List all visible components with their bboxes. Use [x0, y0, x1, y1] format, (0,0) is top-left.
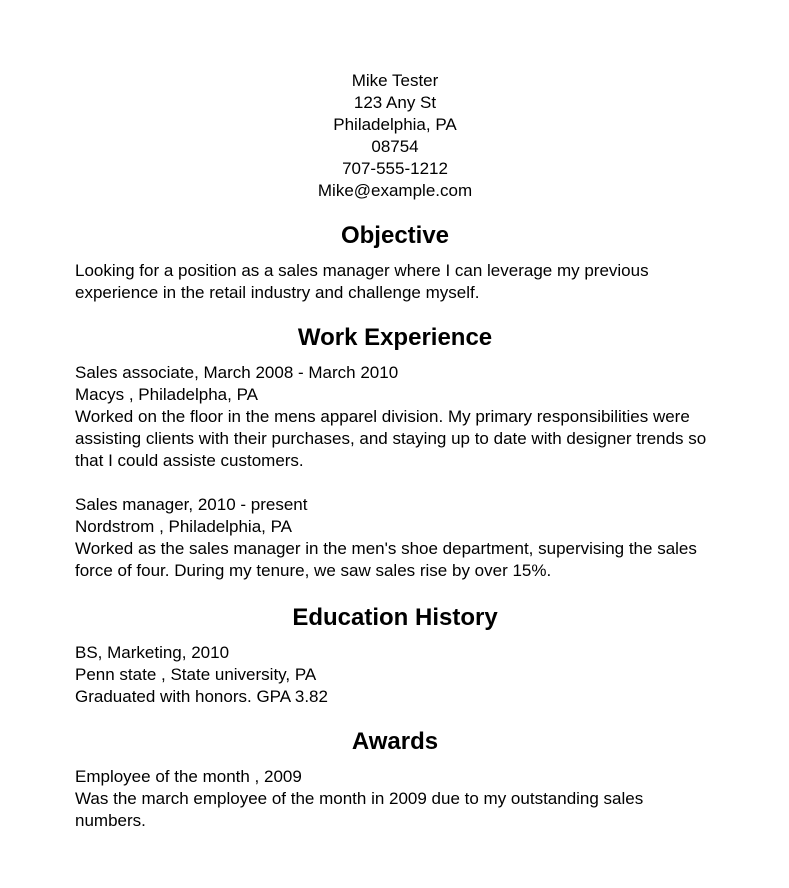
job-title-dates: Sales associate, March 2008 - March 2010	[75, 363, 399, 382]
objective-text: Looking for a position as a sales manager where I can leverage my previous experience in the retail industry and challenge myself.	[75, 261, 649, 302]
job-company-location: Nordstrom , Philadelphia, PA	[75, 517, 293, 536]
section-heading-objective: Objective	[340, 222, 450, 249]
job-entry	[75, 362, 715, 472]
contact-street: 123 Any St	[353, 93, 437, 112]
award-entry	[75, 766, 715, 832]
award-description: Was the march employee of the month in 2009 due to my outstanding sales numbers.	[75, 789, 644, 830]
contact-block	[75, 70, 715, 202]
section-heading-education: Education History	[292, 604, 498, 631]
job-description: Worked as the sales manager in the men's shoe department, supervising the sales force of four. During my tenure, we saw sales rise by over 15%.	[75, 539, 697, 580]
education-honors: Graduated with honors. GPA 3.82	[75, 687, 328, 706]
contact-city-state: Philadelphia, PA	[333, 115, 457, 134]
job-description: Worked on the floor in the mens apparel division. My primary responsibilities were assisting clients with their purchases, and staying up to date with designer trends so that I could assiste customers.	[75, 407, 707, 470]
contact-phone: 707-555-1212	[342, 159, 448, 178]
contact-zip: 08754	[371, 137, 419, 156]
education-degree: BS, Marketing, 2010	[75, 643, 230, 662]
job-company-location: Macys , Philadelpha, PA	[75, 385, 258, 404]
award-title: Employee of the month , 2009	[75, 767, 302, 786]
contact-name: Mike Tester	[351, 71, 439, 90]
contact-email: Mike@example.com	[317, 181, 473, 200]
job-title-dates: Sales manager, 2010 - present	[75, 495, 308, 514]
job-entry	[75, 494, 715, 582]
education-entry	[75, 642, 715, 708]
section-heading-awards: Awards	[351, 728, 439, 755]
section-heading-work-experience: Work Experience	[297, 324, 493, 351]
education-school: Penn state , State university, PA	[75, 665, 317, 684]
